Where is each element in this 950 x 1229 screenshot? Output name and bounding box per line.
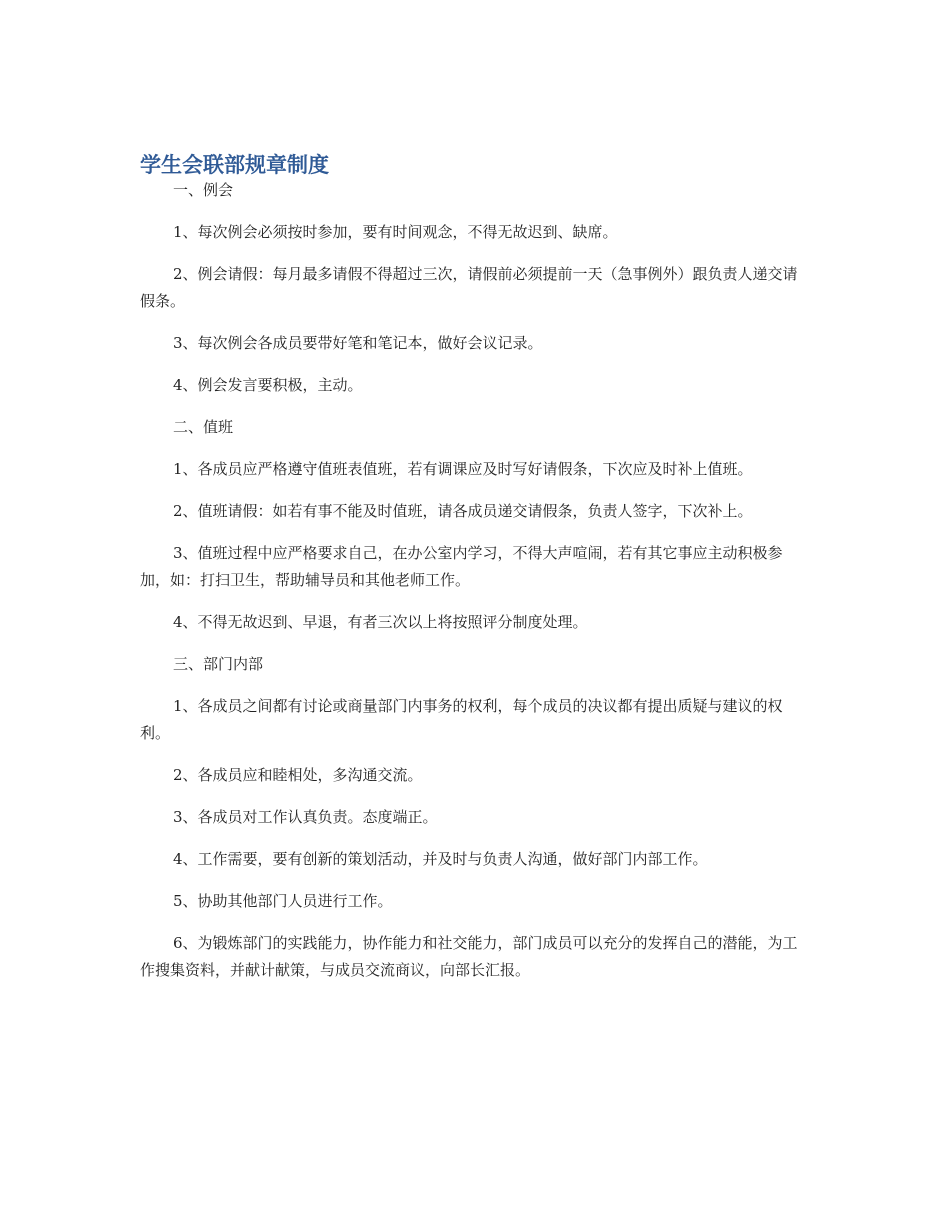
paragraph: 1、每次例会必须按时参加，要有时间观念，不得无故迟到、缺席。 xyxy=(173,223,618,241)
paragraph: 3、值班过程中应严格要求自己，在办公室内学习，不得大声喧闹，若有其它事应主动积极参加，如：打扫卫生，帮助辅导员和其他老师工作。 xyxy=(140,544,783,589)
paragraph: 4、不得无故迟到、早退，有者三次以上将按照评分制度处理。 xyxy=(173,613,588,631)
paragraph: 2、值班请假：如若有事不能及时值班，请各成员递交请假条，负责人签字，下次补上。 xyxy=(173,502,753,520)
paragraph: 4、例会发言要积极，主动。 xyxy=(173,376,363,394)
paragraph: 1、各成员应严格遵守值班表值班，若有调课应及时写好请假条，下次应及时补上值班。 xyxy=(173,460,753,478)
paragraph: 6、为锻炼部门的实践能力，协作能力和社交能力，部门成员可以充分的发挥自己的潜能，为工作搜集资料，并献计献策，与成员交流商议，向部长汇报。 xyxy=(140,934,798,979)
paragraph: 3、每次例会各成员要带好笔和笔记本，做好会议记录。 xyxy=(173,334,543,352)
section-heading-internal: 三、部门内部 xyxy=(173,655,264,673)
paragraph: 2、例会请假：每月最多请假不得超过三次，请假前必须提前一天（急事例外）跟负责人递交请假条。 xyxy=(140,265,798,310)
paragraph: 2、各成员应和睦相处，多沟通交流。 xyxy=(173,766,423,784)
document-page xyxy=(140,150,802,984)
document-title: 学生会联部规章制度 xyxy=(140,153,329,177)
paragraph: 1、各成员之间都有讨论或商量部门内事务的权利，每个成员的决议都有提出质疑与建议的权利。 xyxy=(140,697,783,742)
section-heading-duty: 二、值班 xyxy=(173,418,234,436)
paragraph: 3、各成员对工作认真负责。态度端正。 xyxy=(173,808,438,826)
paragraph: 5、协助其他部门人员进行工作。 xyxy=(173,892,393,910)
paragraph: 4、工作需要，要有创新的策划活动，并及时与负责人沟通，做好部门内部工作。 xyxy=(173,850,708,868)
section-heading-meetings: 一、例会 xyxy=(173,181,234,199)
